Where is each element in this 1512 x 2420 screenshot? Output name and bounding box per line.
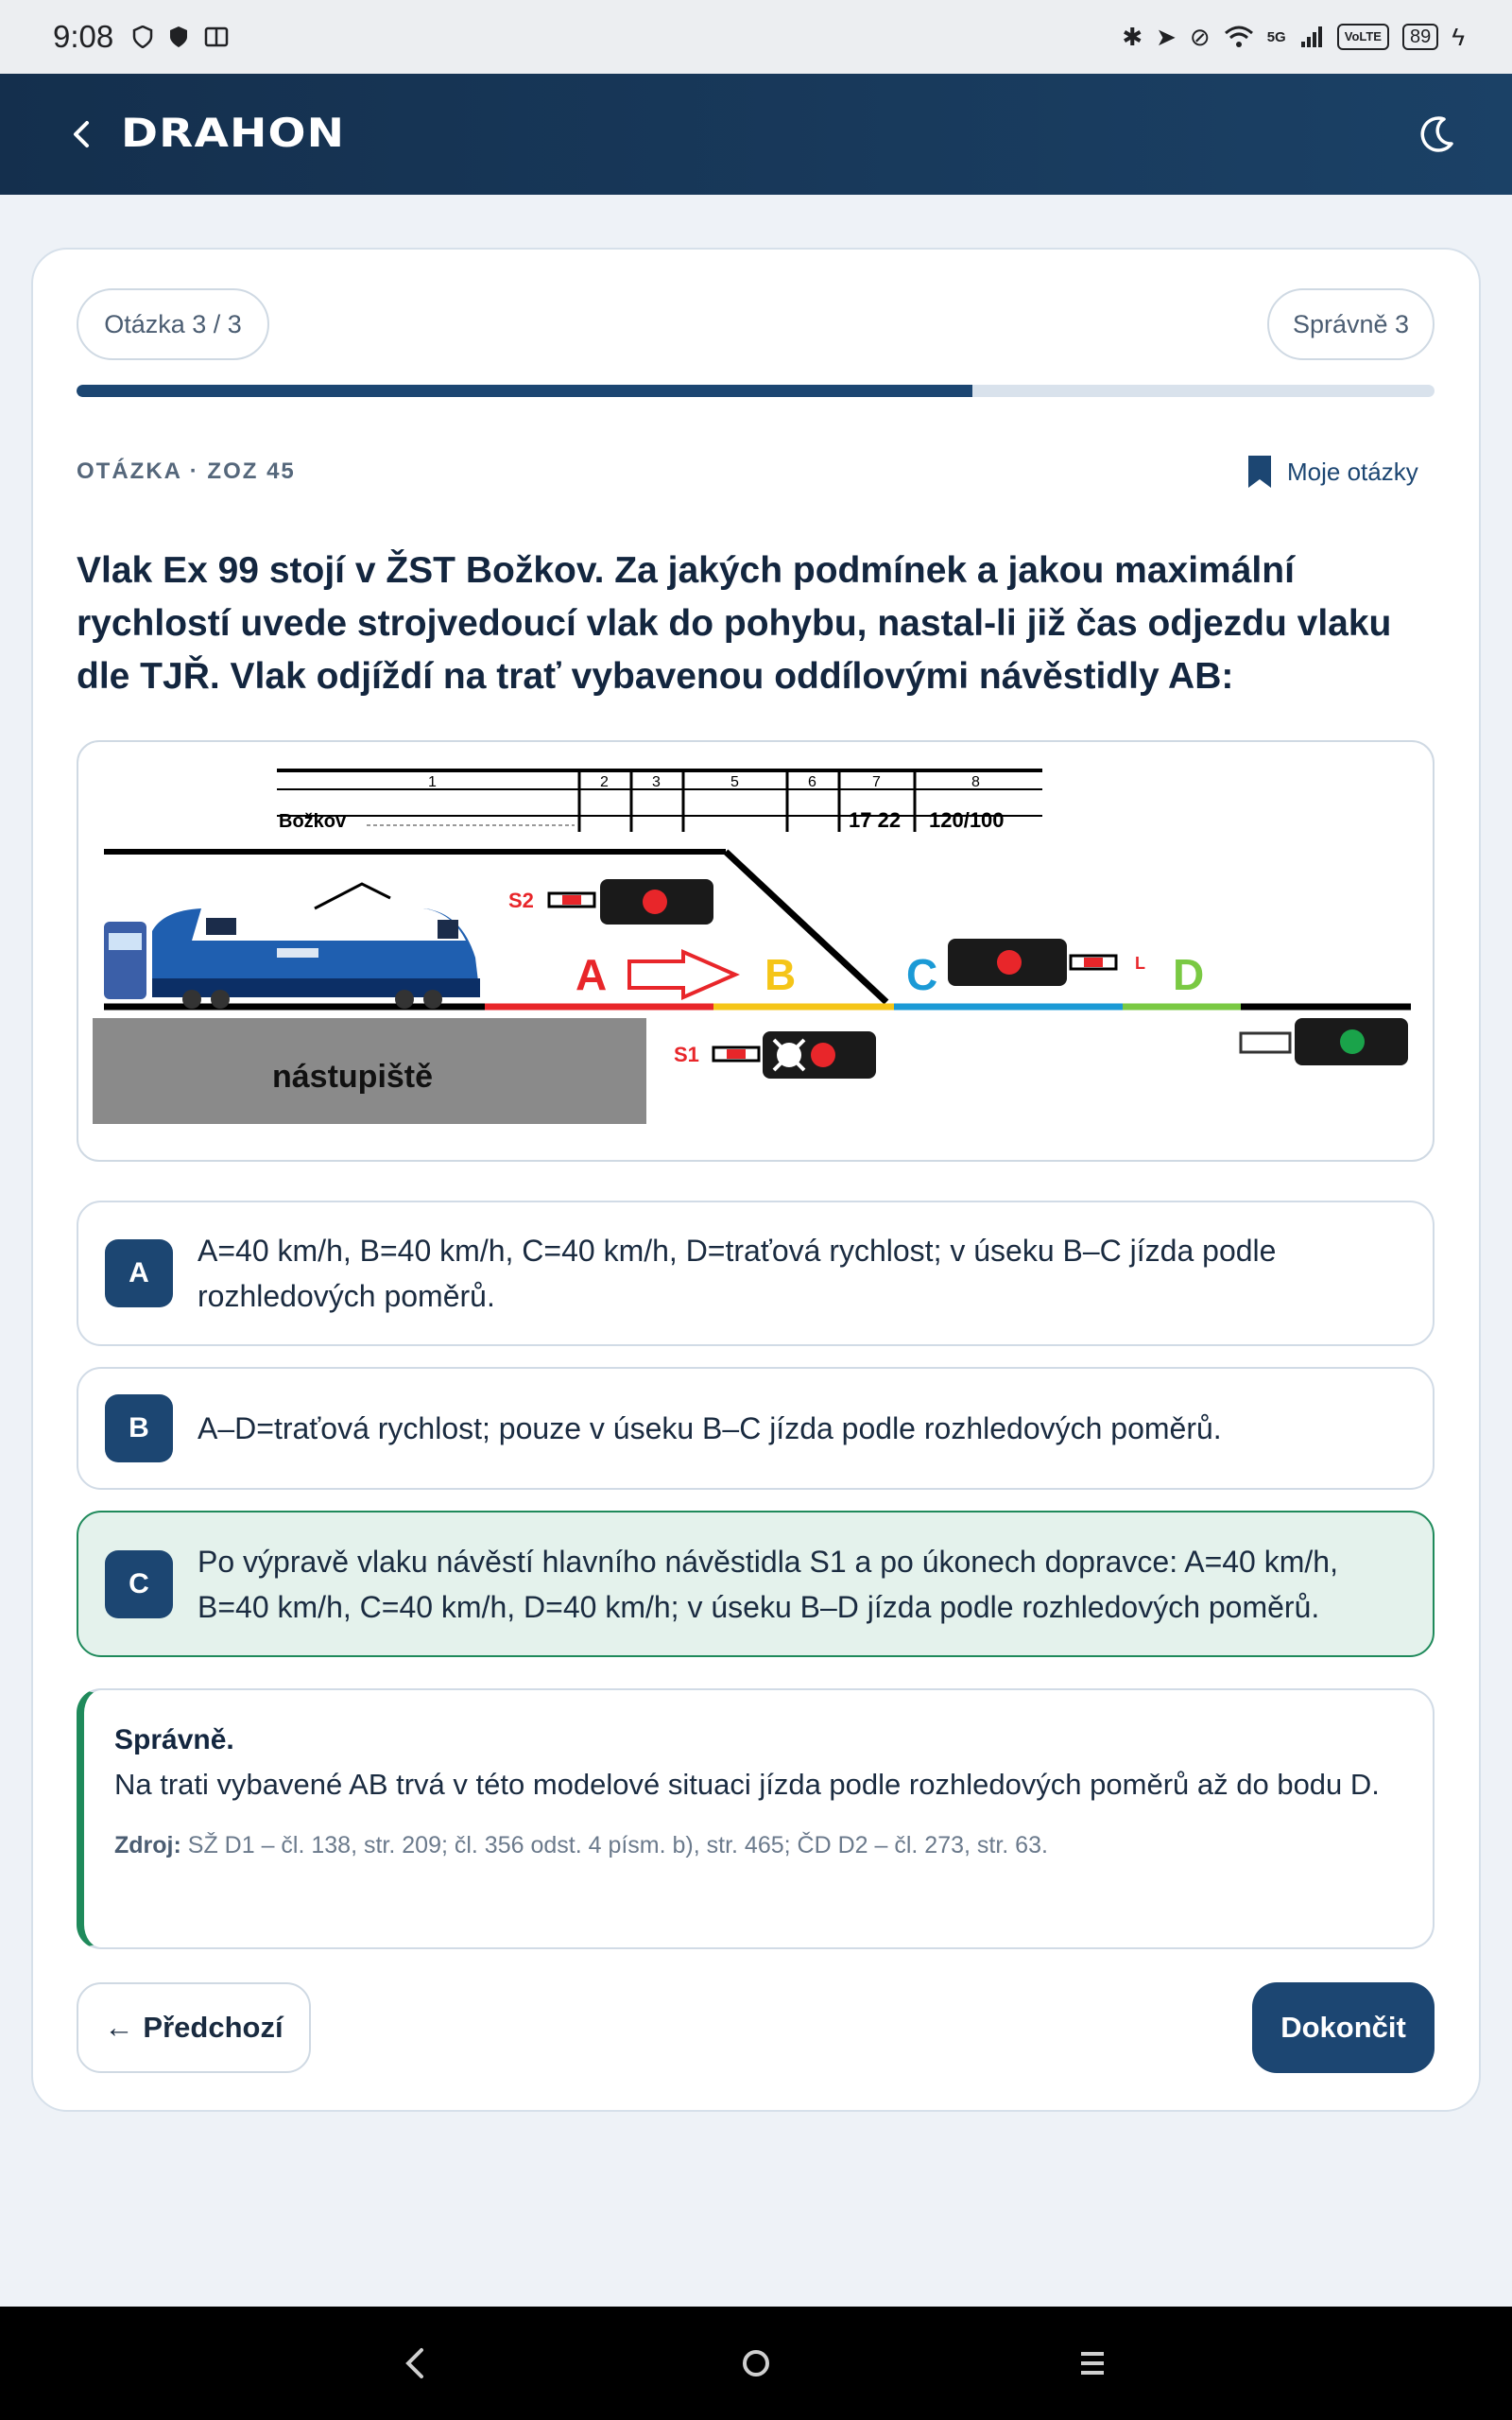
feedback-text: Na trati vybavené AB trvá v této modelové situaci jízda podle rozhledových poměrů až do bodu D. xyxy=(114,1768,1380,1801)
feedback-source xyxy=(114,1832,1404,1859)
locomotive-image xyxy=(104,884,480,1009)
question-meta: OTÁZKA · ZOZ 45 xyxy=(77,458,296,484)
finish-button[interactable]: Dokončit xyxy=(1252,1982,1435,2073)
marker-l-label: L xyxy=(1135,954,1145,973)
bookmark-label: Moje otázky xyxy=(1287,457,1418,486)
section-b-label: B xyxy=(765,950,797,999)
feedback-panel xyxy=(77,1688,1435,1949)
tt-col-3: 3 xyxy=(652,774,661,790)
wifi-icon xyxy=(1224,25,1254,49)
option-text: A=40 km/h, B=40 km/h, C=40 km/h, D=traťová rychlost; v úseku B–C jízda podle rozhledových poměrů. xyxy=(198,1234,1277,1313)
moon-icon[interactable] xyxy=(1408,106,1465,163)
charging-icon: ϟ xyxy=(1452,22,1465,51)
tt-time: 17 22 xyxy=(849,808,902,832)
back-arrow-icon[interactable] xyxy=(53,106,110,163)
tt-col-1: 1 xyxy=(428,774,437,790)
status-time: 9:08 xyxy=(53,19,114,54)
section-a-label: A xyxy=(576,950,608,999)
tt-col-7: 7 xyxy=(872,774,881,790)
network-type: 5G xyxy=(1266,28,1286,45)
vpn-shield-icon xyxy=(132,26,153,48)
app-bar xyxy=(0,74,1512,195)
platform-label: nástupiště xyxy=(272,1059,434,1095)
answer-option-c-selected[interactable] xyxy=(77,1511,1435,1657)
option-text: Po výpravě vlaku návěstí hlavního návěstidla S1 a po úkonech dopravce: A=40 km/h, B=40 km/h, C=40 km/h, D=40 km/h; v úseku B–D jízda podle rozhledových poměrů. xyxy=(198,1544,1338,1624)
option-text: A–D=traťová rychlost; pouze v úseku B–C jízda podle rozhledových poměrů. xyxy=(198,1411,1222,1445)
section-c-label: C xyxy=(906,950,938,999)
volte-badge: VoLTE xyxy=(1337,24,1389,50)
feedback-title: Správně. xyxy=(114,1724,234,1755)
tt-col-2: 2 xyxy=(600,774,609,790)
book-icon xyxy=(204,26,229,48)
bookmark-icon xyxy=(1246,454,1274,490)
progress-fill xyxy=(77,385,972,397)
question-text: Vlak Ex 99 stojí v ŽST Božkov. Za jakých podmínek a jakou maximální rychlostí uvede strojvedoucí vlak do pohybu, nastal-li již čas odjezdu vlaku dle TJŘ. Vlak odjíždí na trať vybavenou oddílovými návěstidly AB: xyxy=(77,550,1392,697)
progress-bar xyxy=(77,385,1435,397)
station-name: Božkov xyxy=(279,811,347,832)
app-logo: DRAHON xyxy=(121,110,346,156)
nav-home-icon[interactable] xyxy=(728,2335,784,2392)
previous-label: Předchozí xyxy=(143,2011,284,2044)
nav-recents-icon[interactable] xyxy=(1064,2335,1121,2392)
shield-icon xyxy=(168,26,189,48)
arrow-left-icon: ← xyxy=(104,2011,134,2044)
tt-col-5: 5 xyxy=(730,774,739,790)
tt-col-8: 8 xyxy=(971,774,980,790)
source-text: SŽ D1 – čl. 138, str. 209; čl. 356 odst. 4 písm. b), str. 465; ČD D2 – čl. 273, str. 63. xyxy=(187,1832,1048,1858)
nav-back-icon[interactable] xyxy=(387,2335,444,2392)
signal-s2-label: S2 xyxy=(508,889,534,912)
answer-option-a[interactable] xyxy=(77,1201,1435,1346)
score-badge: Správně 3 xyxy=(1267,288,1435,360)
mic-off-icon: ⊘ xyxy=(1189,22,1211,51)
bluetooth-icon: ✱ xyxy=(1122,22,1143,51)
previous-button[interactable] xyxy=(77,1982,311,2073)
tt-speed: 120/100 xyxy=(929,808,1005,832)
option-letter: A xyxy=(105,1239,173,1307)
track-diagram xyxy=(77,740,1435,1162)
tt-col-6: 6 xyxy=(808,774,816,790)
battery-level: 89 xyxy=(1402,24,1438,50)
question-counter: Otázka 3 / 3 xyxy=(77,288,269,360)
location-icon: ➤ xyxy=(1156,22,1177,51)
option-letter: C xyxy=(105,1550,173,1618)
section-d-label: D xyxy=(1173,950,1205,999)
system-nav-bar xyxy=(0,2307,1512,2420)
source-label: Zdroj: xyxy=(114,1832,181,1858)
signal-icon xyxy=(1299,25,1324,49)
answer-option-b[interactable] xyxy=(77,1367,1435,1490)
status-bar xyxy=(0,0,1512,74)
signal-s1-label: S1 xyxy=(674,1043,699,1066)
option-letter: B xyxy=(105,1394,173,1462)
bookmark-button[interactable] xyxy=(1246,454,1418,490)
